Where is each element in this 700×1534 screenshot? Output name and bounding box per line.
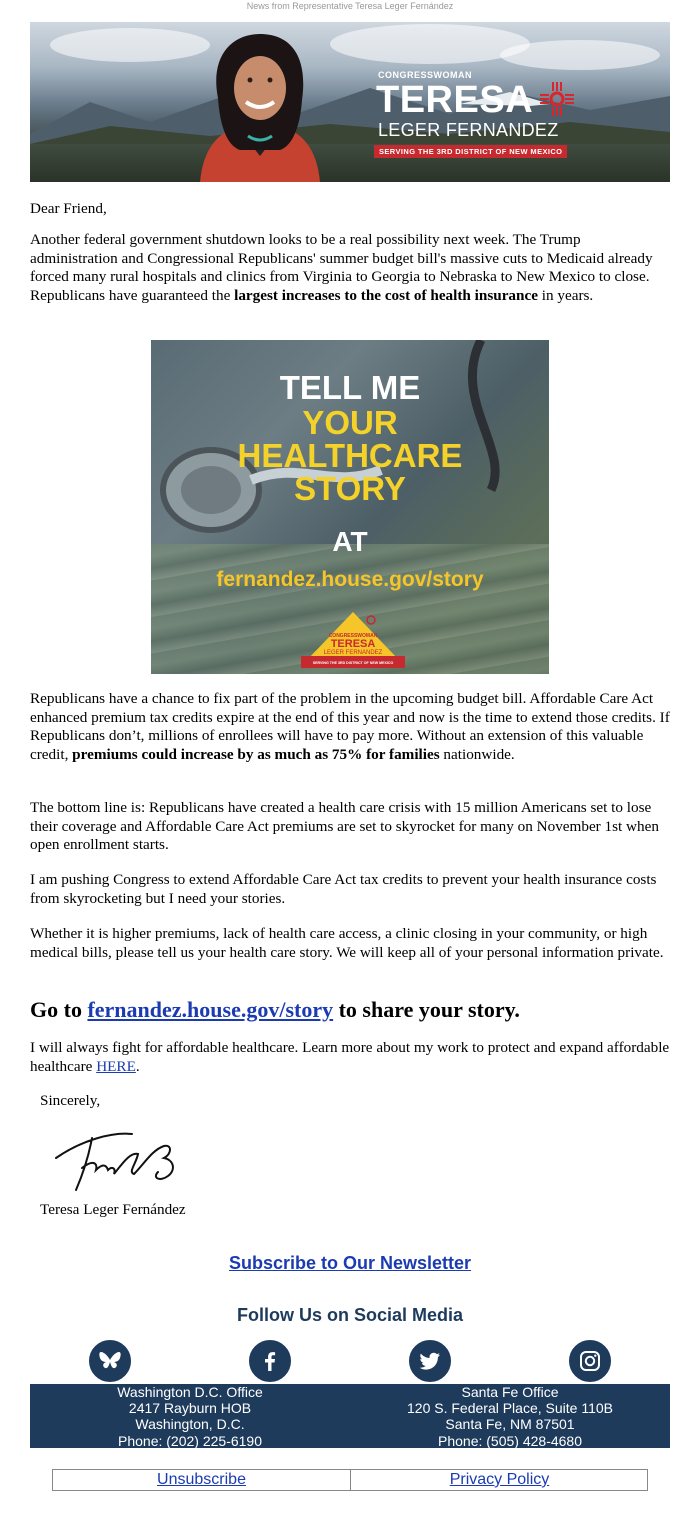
handwritten-signature xyxy=(52,1124,202,1200)
bluesky-icon xyxy=(98,1349,122,1373)
twitter-link[interactable] xyxy=(407,1338,453,1384)
share-story-callout: Go to fernandez.house.gov/story to share your story. xyxy=(30,997,520,1022)
office-phone: Phone: (505) 428-4680 xyxy=(438,1432,582,1449)
header-banner xyxy=(30,22,670,182)
bluesky-link[interactable] xyxy=(87,1338,133,1384)
banner-first-name: TERESA xyxy=(376,79,534,121)
story-image-url: fernandez.house.gov/story xyxy=(216,568,484,591)
story-line-your: YOUR HEALTHCARE STORY xyxy=(237,404,463,507)
office-name: Santa Fe Office xyxy=(461,1384,559,1400)
paragraph-1: Another federal government shutdown looks to be a real possibility next week. The Trump administration and Congressional Republicans' summer budget bill's massive cuts to Medicaid already forced many rural hospitals and clinics from Virginia to Georgia to Nebraska to New Mexico to close. Republicans have guaranteed the largest increases to the cost of health insurance in years. xyxy=(30,231,653,304)
office-city-line: Washington, D.C. xyxy=(135,1416,245,1433)
story-line-tell-me: TELL ME xyxy=(279,369,421,406)
instagram-icon xyxy=(578,1349,602,1373)
office-city-line: Santa Fe, NM 87501 xyxy=(445,1416,575,1433)
subscribe-newsletter-link[interactable]: Subscribe to Our Newsletter xyxy=(228,1253,472,1273)
logo-name-2: LEGER FERNANDEZ xyxy=(323,650,383,656)
facebook-link[interactable] xyxy=(247,1338,293,1384)
story-line-at: AT xyxy=(332,526,368,557)
preheader-text: News from Representative Teresa Leger Fernández xyxy=(246,1,454,11)
privacy-policy-link[interactable]: Privacy Policy xyxy=(449,1471,550,1488)
zia-sun-icon xyxy=(538,80,576,118)
paragraph-2-emphasis: premiums could increase by as much as 75% for families xyxy=(72,745,440,763)
banner-last-name: LEGER FERNANDEZ xyxy=(378,120,559,140)
santa-fe-office xyxy=(350,1384,670,1449)
office-name: Washington D.C. Office xyxy=(117,1384,263,1400)
facebook-icon xyxy=(258,1349,282,1373)
office-address-line: 2417 Rayburn HOB xyxy=(128,1400,252,1417)
greeting: Dear Friend, xyxy=(30,200,107,217)
follow-heading: Follow Us on Social Media xyxy=(236,1305,464,1325)
logo-kicker: CONGRESSWOMAN xyxy=(328,633,378,639)
paragraph-1-emphasis: largest increases to the cost of health insurance xyxy=(234,286,538,304)
paragraph-3: The bottom line is: Republicans have created a health care crisis with 15 million Americans set to lose their coverage and Affordable Care Act premiums are set to skyrocket for many on November 1st when open enrollment starts. xyxy=(30,799,659,853)
signature-name: Teresa Leger Fernández xyxy=(40,1201,186,1218)
paragraph-5: Whether it is higher premiums, lack of health care access, a clinic closing in your community, or high medical bills, please tell us your health care story. We will keep all of your personal information private. xyxy=(30,925,664,961)
campaign-logo xyxy=(301,608,405,668)
congresswoman-portrait xyxy=(180,28,340,182)
footer-links-table xyxy=(52,1469,648,1491)
paragraph-6: I will always fight for affordable healthcare. Learn more about my work to protect and expand affordable healthcare HERE. xyxy=(30,1039,670,1075)
healthcare-story-image[interactable] xyxy=(151,340,549,674)
banner-kicker: CONGRESSWOMAN xyxy=(378,70,472,80)
office-info-bar xyxy=(30,1384,670,1448)
story-link[interactable]: fernandez.house.gov/story xyxy=(87,997,334,1022)
logo-serving: SERVING THE 3RD DISTRICT OF NEW MEXICO xyxy=(312,661,394,665)
instagram-link[interactable] xyxy=(567,1338,613,1384)
paragraph-4: I am pushing Congress to extend Affordable Care Act tax credits to prevent your health insurance costs from skyrocketing but I need your stories. xyxy=(30,871,657,907)
unsubscribe-link[interactable]: Unsubscribe xyxy=(157,1471,246,1488)
office-address-line: 120 S. Federal Place, Suite 110B xyxy=(407,1400,613,1417)
signoff: Sincerely, xyxy=(40,1092,101,1109)
banner-district-badge: SERVING THE 3RD DISTRICT OF NEW MEXICO xyxy=(374,145,567,158)
subscribe-section xyxy=(0,1253,700,1274)
paragraph-2: Republicans have a chance to fix part of the problem in the upcoming budget bill. Affordable Care Act enhanced premium tax credits expire at the end of this year and now is the time to extend those credits. If Republicans don’t, millions of enrollees will have to pay more. Without an extension of this valuable credit, premiums could increase by as much as 75% for families nationwide. xyxy=(30,690,670,763)
logo-name: TERESA xyxy=(330,638,376,650)
healthcare-here-link[interactable]: HERE xyxy=(96,1057,136,1075)
office-phone: Phone: (202) 225-6190 xyxy=(118,1432,262,1449)
dc-office xyxy=(30,1384,350,1449)
twitter-icon xyxy=(418,1349,442,1373)
